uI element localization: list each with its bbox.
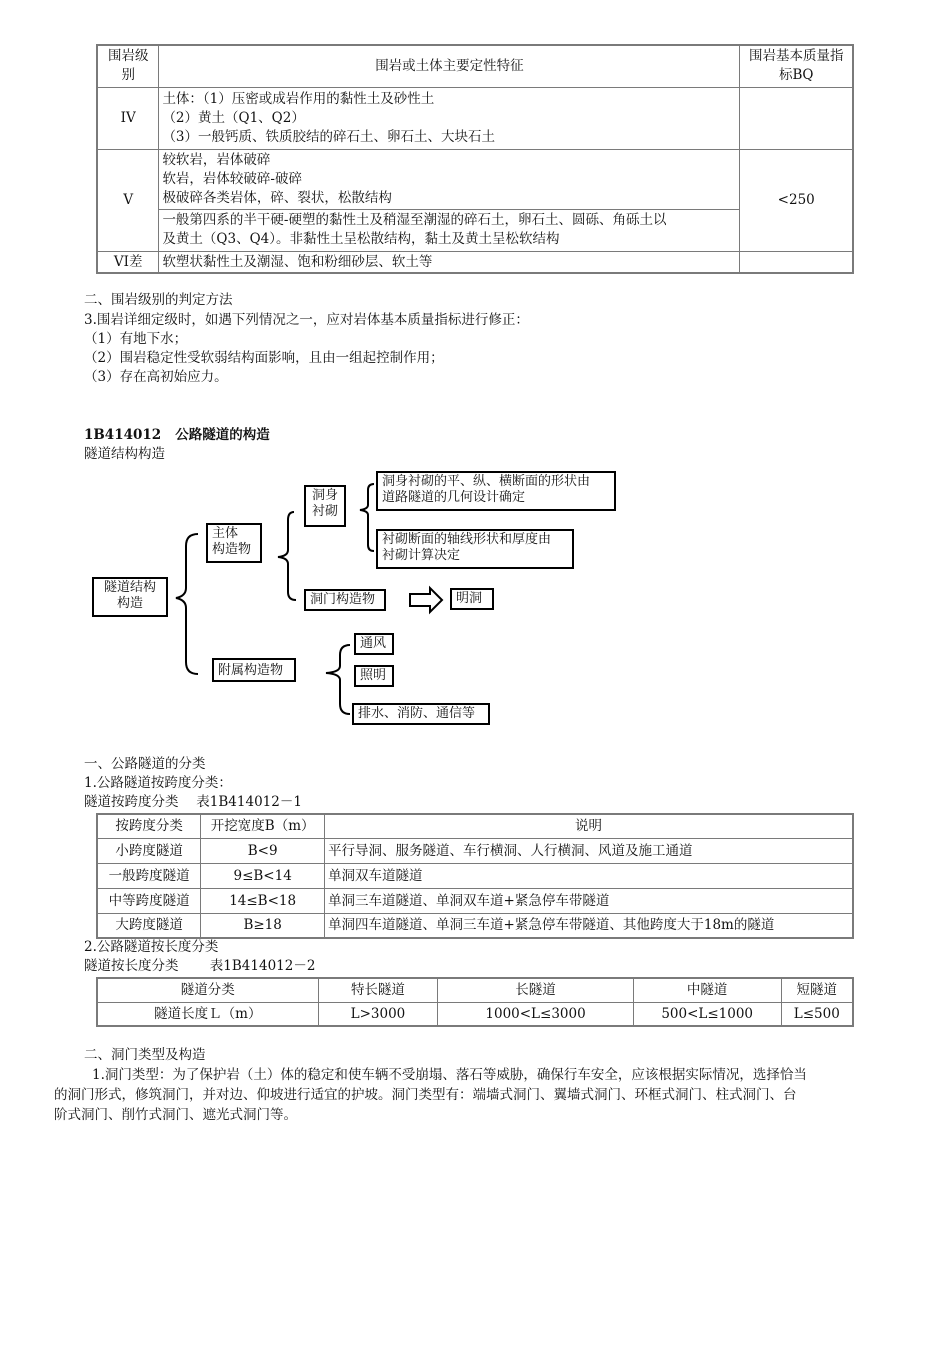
table-row: 按跨度分类 开挖宽度B（m） 说明: [97, 814, 853, 838]
node-portal: 洞门构造物: [304, 589, 386, 611]
main-brace: [278, 512, 296, 600]
span-table: [96, 813, 854, 939]
header-bq: 围岩基本质量指标BQ: [740, 45, 853, 87]
grade-v: V: [97, 149, 159, 251]
grade-iv: IV: [97, 87, 159, 149]
node-main-body: 主体 构造物: [206, 523, 262, 563]
node-ventilation: 通风: [354, 633, 394, 655]
features-v-soil: 一般第四系的半干硬-硬塑的黏性土及稍湿至潮湿的碎石土，卵石土、圆砾、角砾土以 及黄土（Q3、Q4）。非黏性土呈松散结构，黏土及黄土呈松软结构: [159, 209, 740, 251]
diagram-subtitle: 隧道结构构造: [84, 446, 165, 462]
node-auxiliary: 附属构造物: [212, 658, 296, 682]
header-grade: 围岩级别: [97, 45, 159, 87]
by-length-title: 2.公路隧道按长度分类: [84, 939, 219, 955]
section-heading: 1B414012 公路隧道的构造: [84, 427, 270, 443]
node-lighting: 照明: [354, 665, 394, 687]
node-drainage-etc: 排水、消防、通信等: [352, 703, 490, 725]
portal-section-title: 二、洞门类型及构造: [84, 1047, 206, 1063]
node-root: 隧道结构 构造: [92, 577, 168, 617]
node-lining-note-2: 衬砌断面的轴线形状和厚度由 衬砌计算决定: [376, 529, 574, 569]
lining-brace: [360, 484, 374, 551]
features-v-rock: 较软岩，岩体破碎 软岩，岩体较破碎-破碎 极破碎各类岩体，碎、裂状，松散结构: [159, 149, 740, 209]
classification-title: 一、公路隧道的分类: [84, 756, 206, 772]
method-item-3: （3）存在高初始应力。: [84, 369, 228, 385]
features-vi: 软塑状黏性土及潮湿、饱和粉细砂层、软土等: [159, 251, 740, 273]
table-row: 大跨度隧道 B≥18 单洞四车道隧道、单洞三车道+紧急停车带隧道、其他跨度大于18m的隧道: [97, 913, 853, 938]
method-item-1: （1）有地下水；: [84, 331, 188, 347]
node-lining: 洞身 衬砌: [304, 485, 346, 527]
features-iv: 土体：（1）压密或成岩作用的黏性土及砂性土 （2）黄土（Q1、Q2） （3）一般钙质、铁质胶结的碎石土、卵石土、大块石土: [159, 87, 740, 149]
aux-brace: [326, 645, 350, 714]
bq-v: <250: [740, 149, 853, 251]
table-row: 中等跨度隧道 14≤B<18 单洞三车道隧道、单洞双车道+紧急停车带隧道: [97, 888, 853, 913]
table-row: 隧道长度Ｌ（m） L>3000 1000<L≤3000 500<L≤1000 L≤500: [97, 1002, 853, 1026]
length-table-caption: 隧道按长度分类 表1B414012－2: [84, 958, 316, 974]
node-open-cut: 明洞: [450, 588, 494, 610]
table-row: 一般跨度隧道 9≤B<14 单洞双车道隧道: [97, 863, 853, 888]
node-lining-note-1: 洞身衬砌的平、纵、横断面的形状由 道路隧道的几何设计确定: [376, 471, 616, 511]
method-item-2: （2）围岩稳定性受软弱结构面影响，且由一组起控制作用；: [84, 350, 444, 366]
portal-paragraph-line-1: 1.洞门类型：为了保护岩（土）体的稳定和使车辆不受崩塌、落石等威胁，确保行车安全，应该根据实际情况，选择恰当: [92, 1067, 807, 1083]
length-table: [96, 977, 854, 1027]
arrow-right-icon: [410, 588, 442, 612]
by-span-title: 1.公路隧道按跨度分类：: [84, 775, 232, 791]
header-features: 围岩或土体主要定性特征: [159, 45, 740, 87]
portal-paragraph-line-2: 的洞门形式，修筑洞门，并对边、仰坡进行适宜的护坡。洞门类型有：端墙式洞门、翼墙式洞门、环框式洞门、柱式洞门、台: [54, 1087, 797, 1103]
span-table-caption: 隧道按跨度分类 表1B414012－1: [84, 794, 302, 810]
portal-paragraph-line-3: 阶式洞门、削竹式洞门、遮光式洞门等。: [54, 1107, 297, 1123]
method-intro: 3.围岩详细定级时，如遇下列情况之一，应对岩体基本质量指标进行修正：: [84, 312, 529, 328]
table-row: 小跨度隧道 B<9 平行导洞、服务隧道、车行横洞、人行横洞、风道及施工通道: [97, 838, 853, 863]
grade-vi: VI差: [97, 251, 159, 273]
root-brace: [176, 534, 198, 674]
table-row: 隧道分类 特长隧道 长隧道 中隧道 短隧道: [97, 978, 853, 1002]
section-method-title: 二、围岩级别的判定方法: [84, 292, 233, 308]
